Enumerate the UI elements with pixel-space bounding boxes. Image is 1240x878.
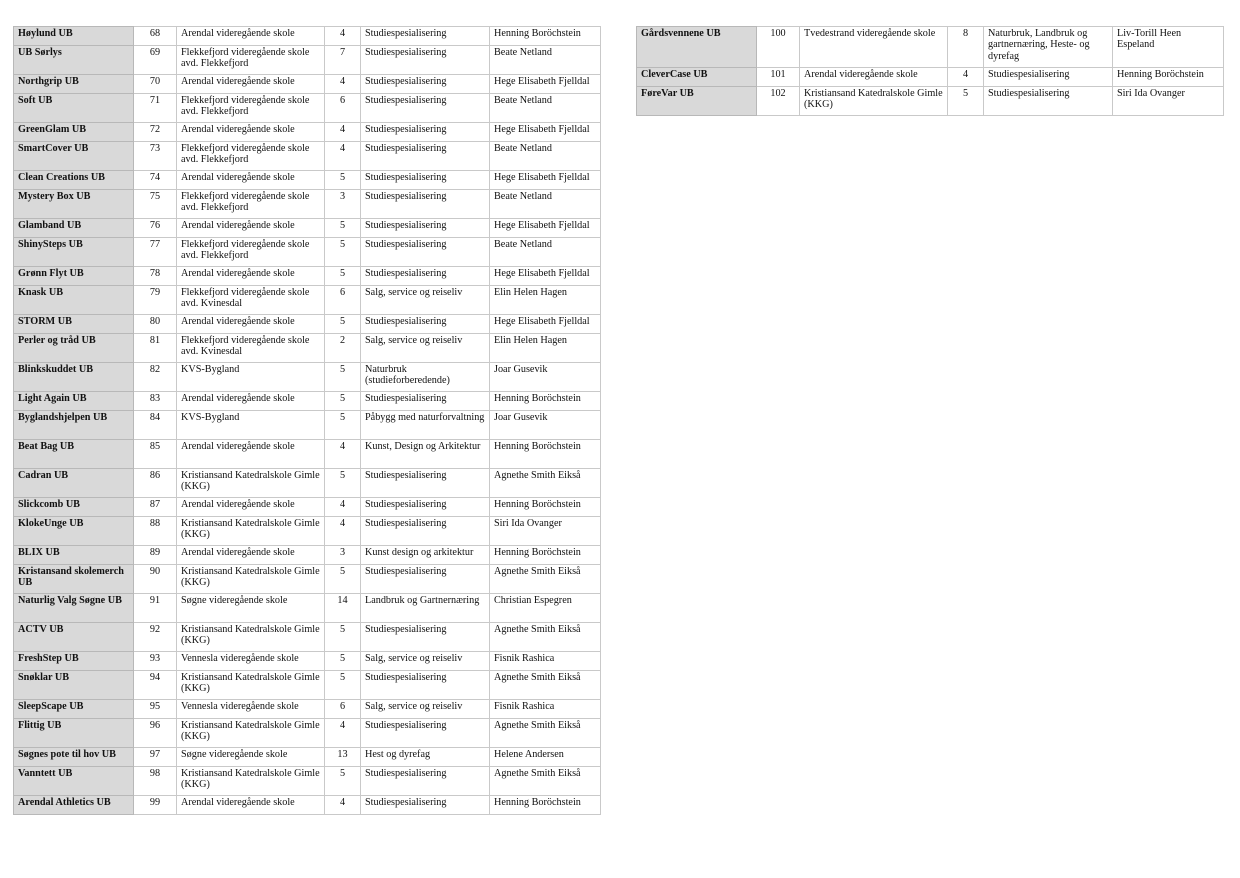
school-name: Arendal videregående skole xyxy=(177,75,325,94)
study-program: Studiespesialisering xyxy=(361,623,490,652)
study-program: Studiespesialisering xyxy=(361,219,490,238)
class-count: 6 xyxy=(325,286,361,315)
teacher-name: Joar Gusevik xyxy=(490,363,601,392)
school-name: Arendal videregående skole xyxy=(177,219,325,238)
company-number: 100 xyxy=(757,27,800,68)
table-row xyxy=(14,315,601,334)
class-count: 4 xyxy=(325,719,361,748)
table-row xyxy=(14,27,601,46)
school-name: Kristiansand Katedralskole Gimle (KKG) xyxy=(177,767,325,796)
company-name: Knask UB xyxy=(14,286,134,315)
teacher-name: Agnethe Smith Eikså xyxy=(490,671,601,700)
table-row xyxy=(14,46,601,75)
company-name: GreenGlam UB xyxy=(14,123,134,142)
teacher-name: Helene Andersen xyxy=(490,748,601,767)
company-number: 99 xyxy=(134,796,177,815)
company-name: UB Sørlys xyxy=(14,46,134,75)
company-name: Cadran UB xyxy=(14,469,134,498)
table-row xyxy=(14,719,601,748)
teacher-name: Hege Elisabeth Fjelldal xyxy=(490,171,601,190)
company-name: Kristansand skolemerch UB xyxy=(14,565,134,594)
class-count: 3 xyxy=(325,190,361,219)
class-count: 5 xyxy=(325,363,361,392)
table-row xyxy=(14,700,601,719)
class-count: 4 xyxy=(325,142,361,171)
school-name: Arendal videregående skole xyxy=(177,546,325,565)
study-program: Kunst design og arkitektur xyxy=(361,546,490,565)
teacher-name: Agnethe Smith Eikså xyxy=(490,623,601,652)
study-program: Studiespesialisering xyxy=(361,142,490,171)
company-number: 83 xyxy=(134,392,177,411)
school-name: Kristiansand Katedralskole Gimle (KKG) xyxy=(177,671,325,700)
teacher-name: Henning Boröchstein xyxy=(490,27,601,46)
teacher-name: Beate Netland xyxy=(490,46,601,75)
school-name: KVS-Bygland xyxy=(177,363,325,392)
class-count: 6 xyxy=(325,700,361,719)
table-row xyxy=(14,440,601,469)
company-name: Høylund UB xyxy=(14,27,134,46)
school-name: Arendal videregående skole xyxy=(177,267,325,286)
class-count: 5 xyxy=(325,469,361,498)
company-number: 98 xyxy=(134,767,177,796)
company-number: 75 xyxy=(134,190,177,219)
school-name: Kristiansand Katedralskole Gimle (KKG) xyxy=(177,565,325,594)
teacher-name: Elin Helen Hagen xyxy=(490,334,601,363)
study-program: Studiespesialisering xyxy=(984,87,1113,116)
table-row xyxy=(14,767,601,796)
school-name: Arendal videregående skole xyxy=(177,498,325,517)
study-program: Studiespesialisering xyxy=(361,392,490,411)
company-number: 96 xyxy=(134,719,177,748)
school-name: Kristiansand Katedralskole Gimle (KKG) xyxy=(177,623,325,652)
class-count: 5 xyxy=(325,411,361,440)
company-name: KlokeUnge UB xyxy=(14,517,134,546)
study-program: Studiespesialisering xyxy=(361,27,490,46)
teacher-name: Henning Boröchstein xyxy=(490,796,601,815)
class-count: 4 xyxy=(325,796,361,815)
company-name: STORM UB xyxy=(14,315,134,334)
class-count: 5 xyxy=(325,171,361,190)
school-name: Arendal videregående skole xyxy=(177,171,325,190)
company-name: Blinkskuddet UB xyxy=(14,363,134,392)
company-number: 101 xyxy=(757,68,800,87)
study-program: Studiespesialisering xyxy=(361,498,490,517)
class-count: 5 xyxy=(325,623,361,652)
table-row xyxy=(14,498,601,517)
study-program: Studiespesialisering xyxy=(361,190,490,219)
class-count: 4 xyxy=(325,75,361,94)
study-program: Studiespesialisering xyxy=(361,238,490,267)
table-row xyxy=(14,219,601,238)
company-table-right-body xyxy=(637,27,1224,116)
table-row xyxy=(14,123,601,142)
class-count: 2 xyxy=(325,334,361,363)
table-row xyxy=(637,87,1224,116)
table-row xyxy=(14,796,601,815)
teacher-name: Fisnik Rashica xyxy=(490,700,601,719)
teacher-name: Hege Elisabeth Fjelldal xyxy=(490,267,601,286)
class-count: 5 xyxy=(325,315,361,334)
study-program: Studiespesialisering xyxy=(361,767,490,796)
study-program: Kunst, Design og Arkitektur xyxy=(361,440,490,469)
company-name: SleepScape UB xyxy=(14,700,134,719)
school-name: Flekkefjord videregående skole avd. Flekkefjord xyxy=(177,238,325,267)
company-number: 70 xyxy=(134,75,177,94)
table-row xyxy=(14,286,601,315)
study-program: Studiespesialisering xyxy=(361,75,490,94)
company-number: 97 xyxy=(134,748,177,767)
study-program: Studiespesialisering xyxy=(361,123,490,142)
company-table-right xyxy=(636,26,1224,116)
table-row xyxy=(14,565,601,594)
company-name: BLIX UB xyxy=(14,546,134,565)
class-count: 5 xyxy=(325,267,361,286)
company-table-left-body xyxy=(14,27,601,815)
company-number: 93 xyxy=(134,652,177,671)
study-program: Studiespesialisering xyxy=(361,469,490,498)
company-name: Arendal Athletics UB xyxy=(14,796,134,815)
class-count: 5 xyxy=(325,219,361,238)
teacher-name: Henning Boröchstein xyxy=(490,546,601,565)
company-name: ShinySteps UB xyxy=(14,238,134,267)
company-number: 77 xyxy=(134,238,177,267)
company-number: 94 xyxy=(134,671,177,700)
company-name: Soft UB xyxy=(14,94,134,123)
teacher-name: Christian Espegren xyxy=(490,594,601,623)
study-program: Naturbruk, Landbruk og gartnernæring, Heste- og dyrefag xyxy=(984,27,1113,68)
company-name: ACTV UB xyxy=(14,623,134,652)
company-name: FreshStep UB xyxy=(14,652,134,671)
study-program: Studiespesialisering xyxy=(361,671,490,700)
teacher-name: Beate Netland xyxy=(490,142,601,171)
company-name: SmartCover UB xyxy=(14,142,134,171)
school-name: Arendal videregående skole xyxy=(177,123,325,142)
class-count: 5 xyxy=(948,87,984,116)
class-count: 4 xyxy=(325,517,361,546)
teacher-name: Liv-Torill Heen Espeland xyxy=(1113,27,1224,68)
table-row xyxy=(14,546,601,565)
school-name: Flekkefjord videregående skole avd. Kvinesdal xyxy=(177,286,325,315)
company-name: FøreVar UB xyxy=(637,87,757,116)
teacher-name: Joar Gusevik xyxy=(490,411,601,440)
company-number: 90 xyxy=(134,565,177,594)
teacher-name: Beate Netland xyxy=(490,238,601,267)
table-row xyxy=(14,171,601,190)
study-program: Studiespesialisering xyxy=(361,565,490,594)
school-name: Tvedestrand videregående skole xyxy=(800,27,948,68)
teacher-name: Agnethe Smith Eikså xyxy=(490,767,601,796)
study-program: Studiespesialisering xyxy=(361,171,490,190)
company-name: Vanntett UB xyxy=(14,767,134,796)
class-count: 5 xyxy=(325,238,361,267)
study-program: Salg, service og reiseliv xyxy=(361,286,490,315)
table-row xyxy=(14,142,601,171)
teacher-name: Hege Elisabeth Fjelldal xyxy=(490,315,601,334)
company-number: 95 xyxy=(134,700,177,719)
teacher-name: Agnethe Smith Eikså xyxy=(490,719,601,748)
company-table-left xyxy=(13,26,601,815)
study-program: Salg, service og reiseliv xyxy=(361,652,490,671)
company-name: Grønn Flyt UB xyxy=(14,267,134,286)
study-program: Påbygg med naturforvaltning xyxy=(361,411,490,440)
company-name: Snøklar UB xyxy=(14,671,134,700)
teacher-name: Fisnik Rashica xyxy=(490,652,601,671)
table-row xyxy=(14,363,601,392)
table-row xyxy=(14,671,601,700)
school-name: Arendal videregående skole xyxy=(177,315,325,334)
company-number: 84 xyxy=(134,411,177,440)
company-name: Slickcomb UB xyxy=(14,498,134,517)
school-name: Flekkefjord videregående skole avd. Flekkefjord xyxy=(177,142,325,171)
company-name: Byglandshjelpen UB xyxy=(14,411,134,440)
company-number: 82 xyxy=(134,363,177,392)
study-program: Studiespesialisering xyxy=(361,267,490,286)
company-number: 68 xyxy=(134,27,177,46)
company-name: Clean Creations UB xyxy=(14,171,134,190)
table-row xyxy=(14,334,601,363)
class-count: 5 xyxy=(325,652,361,671)
company-name: Beat Bag UB xyxy=(14,440,134,469)
company-number: 88 xyxy=(134,517,177,546)
company-number: 69 xyxy=(134,46,177,75)
teacher-name: Siri Ida Ovanger xyxy=(490,517,601,546)
company-number: 102 xyxy=(757,87,800,116)
company-number: 76 xyxy=(134,219,177,238)
table-row xyxy=(14,75,601,94)
class-count: 5 xyxy=(325,671,361,700)
company-name: Mystery Box UB xyxy=(14,190,134,219)
company-name: Søgnes pote til hov UB xyxy=(14,748,134,767)
school-name: Flekkefjord videregående skole avd. Flekkefjord xyxy=(177,190,325,219)
class-count: 7 xyxy=(325,46,361,75)
study-program: Hest og dyrefag xyxy=(361,748,490,767)
company-number: 74 xyxy=(134,171,177,190)
study-program: Studiespesialisering xyxy=(361,517,490,546)
table-row xyxy=(637,27,1224,68)
teacher-name: Hege Elisabeth Fjelldal xyxy=(490,75,601,94)
company-name: Perler og tråd UB xyxy=(14,334,134,363)
study-program: Studiespesialisering xyxy=(361,46,490,75)
teacher-name: Elin Helen Hagen xyxy=(490,286,601,315)
study-program: Studiespesialisering xyxy=(361,719,490,748)
table-row xyxy=(637,68,1224,87)
school-name: Vennesla videregående skole xyxy=(177,652,325,671)
teacher-name: Henning Boröchstein xyxy=(490,498,601,517)
company-number: 92 xyxy=(134,623,177,652)
school-name: Flekkefjord videregående skole avd. Flekkefjord xyxy=(177,94,325,123)
study-program: Naturbruk (studieforberedende) xyxy=(361,363,490,392)
teacher-name: Hege Elisabeth Fjelldal xyxy=(490,123,601,142)
school-name: Arendal videregående skole xyxy=(177,796,325,815)
teacher-name: Beate Netland xyxy=(490,190,601,219)
company-number: 89 xyxy=(134,546,177,565)
school-name: KVS-Bygland xyxy=(177,411,325,440)
company-number: 79 xyxy=(134,286,177,315)
teacher-name: Agnethe Smith Eikså xyxy=(490,565,601,594)
class-count: 4 xyxy=(325,27,361,46)
company-number: 86 xyxy=(134,469,177,498)
study-program: Salg, service og reiseliv xyxy=(361,700,490,719)
study-program: Salg, service og reiseliv xyxy=(361,334,490,363)
company-number: 73 xyxy=(134,142,177,171)
table-row xyxy=(14,190,601,219)
teacher-name: Hege Elisabeth Fjelldal xyxy=(490,219,601,238)
company-number: 91 xyxy=(134,594,177,623)
company-name: Glamband UB xyxy=(14,219,134,238)
school-name: Flekkefjord videregående skole avd. Flekkefjord xyxy=(177,46,325,75)
table-row xyxy=(14,392,601,411)
class-count: 4 xyxy=(325,498,361,517)
company-number: 80 xyxy=(134,315,177,334)
school-name: Kristiansand Katedralskole Gimle (KKG) xyxy=(177,517,325,546)
table-row xyxy=(14,517,601,546)
table-row xyxy=(14,594,601,623)
company-name: Naturlig Valg Søgne UB xyxy=(14,594,134,623)
class-count: 5 xyxy=(325,767,361,796)
company-number: 85 xyxy=(134,440,177,469)
company-name: Light Again UB xyxy=(14,392,134,411)
school-name: Arendal videregående skole xyxy=(177,392,325,411)
study-program: Landbruk og Gartnernæring xyxy=(361,594,490,623)
teacher-name: Henning Boröchstein xyxy=(1113,68,1224,87)
school-name: Søgne videregående skole xyxy=(177,594,325,623)
school-name: Kristiansand Katedralskole Gimle (KKG) xyxy=(177,719,325,748)
company-name: Flittig UB xyxy=(14,719,134,748)
table-row xyxy=(14,748,601,767)
teacher-name: Agnethe Smith Eikså xyxy=(490,469,601,498)
company-number: 78 xyxy=(134,267,177,286)
table-row xyxy=(14,267,601,286)
school-name: Flekkefjord videregående skole avd. Kvinesdal xyxy=(177,334,325,363)
table-row xyxy=(14,623,601,652)
company-number: 81 xyxy=(134,334,177,363)
school-name: Vennesla videregående skole xyxy=(177,700,325,719)
company-name: Northgrip UB xyxy=(14,75,134,94)
school-name: Arendal videregående skole xyxy=(800,68,948,87)
school-name: Arendal videregående skole xyxy=(177,440,325,469)
class-count: 4 xyxy=(325,440,361,469)
teacher-name: Beate Netland xyxy=(490,94,601,123)
school-name: Søgne videregående skole xyxy=(177,748,325,767)
school-name: Kristiansand Katedralskole Gimle (KKG) xyxy=(177,469,325,498)
table-row xyxy=(14,469,601,498)
study-program: Studiespesialisering xyxy=(361,315,490,334)
company-number: 87 xyxy=(134,498,177,517)
company-name: Gårdsvennene UB xyxy=(637,27,757,68)
study-program: Studiespesialisering xyxy=(361,94,490,123)
class-count: 14 xyxy=(325,594,361,623)
teacher-name: Henning Boröchstein xyxy=(490,392,601,411)
class-count: 4 xyxy=(325,123,361,142)
table-row xyxy=(14,411,601,440)
class-count: 13 xyxy=(325,748,361,767)
company-number: 72 xyxy=(134,123,177,142)
study-program: Studiespesialisering xyxy=(361,796,490,815)
table-row xyxy=(14,238,601,267)
class-count: 4 xyxy=(948,68,984,87)
school-name: Arendal videregående skole xyxy=(177,27,325,46)
class-count: 6 xyxy=(325,94,361,123)
company-number: 71 xyxy=(134,94,177,123)
table-row xyxy=(14,94,601,123)
class-count: 8 xyxy=(948,27,984,68)
class-count: 5 xyxy=(325,565,361,594)
company-name: CleverCase UB xyxy=(637,68,757,87)
class-count: 3 xyxy=(325,546,361,565)
teacher-name: Henning Boröchstein xyxy=(490,440,601,469)
table-row xyxy=(14,652,601,671)
class-count: 5 xyxy=(325,392,361,411)
study-program: Studiespesialisering xyxy=(984,68,1113,87)
teacher-name: Siri Ida Ovanger xyxy=(1113,87,1224,116)
school-name: Kristiansand Katedralskole Gimle (KKG) xyxy=(800,87,948,116)
